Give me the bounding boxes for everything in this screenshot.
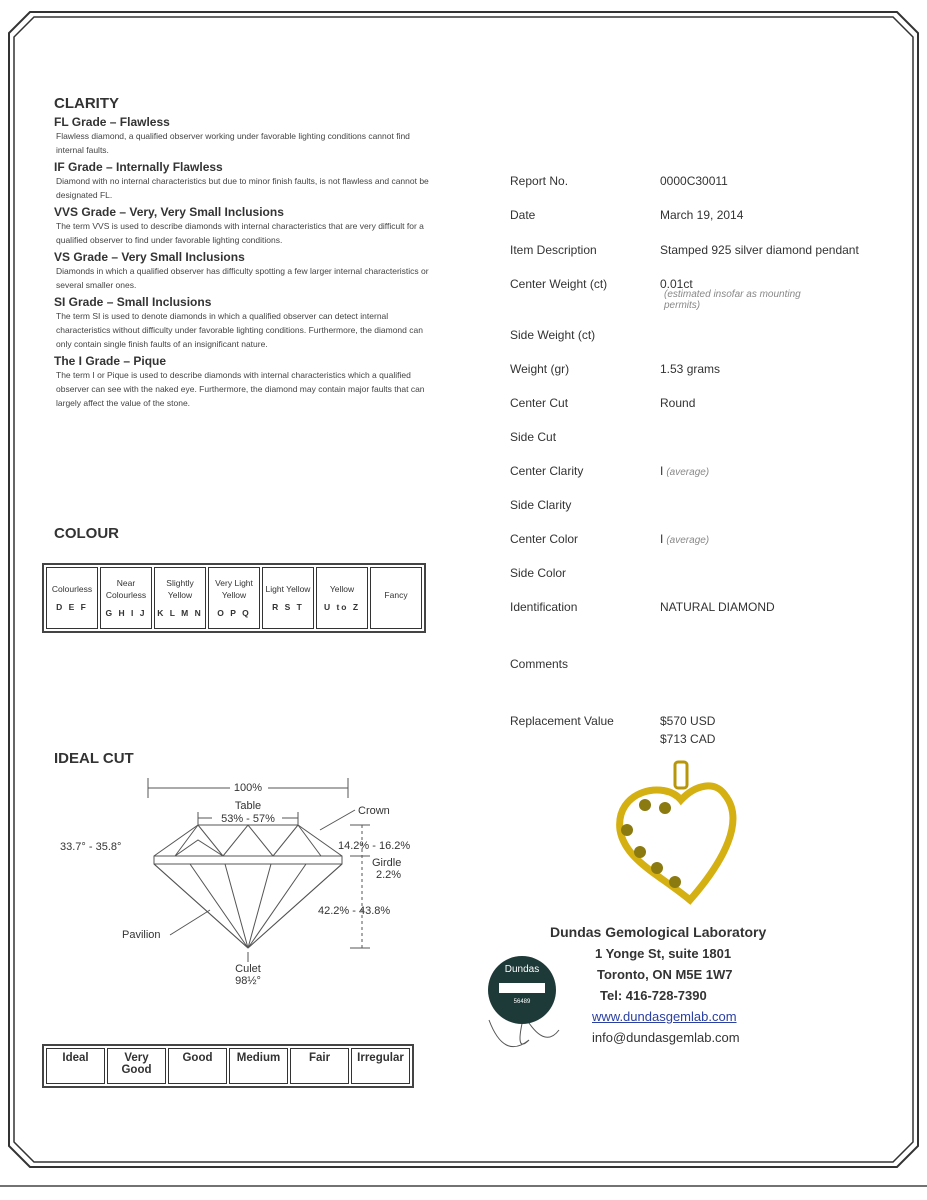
colour-grade-cell (262, 567, 314, 629)
colour-grade-cell (208, 567, 260, 629)
svg-text:56489: 56489 (513, 999, 531, 1005)
crown-label: Crown (358, 805, 390, 817)
clarity-grade-title: The I Grade – Pique (54, 354, 167, 368)
table-range-label: 53% - 57% (221, 813, 275, 825)
cut-grade-cell: Very Good (107, 1048, 166, 1084)
cut-grade-cell: Medium (229, 1048, 288, 1084)
lab-email[interactable]: info@dundasgemlab.com (592, 1030, 740, 1045)
ideal-cut-title: IDEAL CUT (54, 750, 134, 767)
report-value-text: I (660, 464, 664, 478)
colour-grade-cell (100, 567, 152, 629)
clarity-grade-description: The term VVS is used to describe diamonds with internal characteristics that are very difficult for a qualified observer to find under favorable lighting conditions. (56, 221, 424, 245)
report-field-label: Comments (510, 657, 569, 671)
report-value-text: NATURAL DIAMOND (660, 600, 775, 614)
colour-grade-cell (46, 567, 98, 629)
clarity-grade-description: The term I or Pique is used to describe diamonds with internal characteristics which a qualified observer can see with the naked eye. Furthermore, the diamond may contain major faults that can largely affect the value of the stone. (56, 370, 425, 408)
laboratory-info (550, 922, 766, 1048)
crown-angle-label: 33.7° - 35.8° (60, 841, 122, 853)
clarity-grade-title: FL Grade – Flawless (54, 115, 170, 129)
report-field-label: Center Clarity (510, 464, 584, 478)
clarity-grade-description: Diamond with no internal characteristics but due to minor finish faults, is not flawless and cannot be designated FL. (56, 176, 429, 200)
lab-website-link[interactable]: www.dundasgemlab.com (592, 1009, 737, 1024)
report-field-value (660, 396, 695, 410)
report-field-label: Report No. (510, 174, 569, 188)
report-value-text: Stamped 925 silver diamond pendant (660, 243, 859, 257)
clarity-section (54, 95, 434, 410)
report-value-text: $570 USD (660, 714, 716, 728)
culet-pct-label: 98½° (235, 975, 261, 987)
lab-address-1: 1 Yonge St, suite 1801 (595, 946, 732, 961)
colour-grade-name: Slightly Yellow (166, 578, 194, 600)
report-value-note: (average) (666, 535, 710, 546)
cut-grade-cell: Good (168, 1048, 227, 1084)
report-field-label: Center Cut (510, 396, 569, 410)
pavilion-depth-label: 42.2% - 43.8% (318, 905, 391, 917)
clarity-title: CLARITY (54, 95, 119, 112)
report-field-value (660, 532, 709, 546)
report-field-value (660, 714, 715, 746)
report-value-text: 0000C30011 (660, 174, 728, 188)
report-field-value (660, 600, 775, 614)
heart-pendant-image (605, 760, 755, 920)
report-field-value (660, 277, 820, 311)
report-value-note: (average) (666, 467, 710, 478)
colour-grade-cell (154, 567, 206, 629)
colour-grade-cell (316, 567, 368, 629)
cut-grade-cell: Ideal (46, 1048, 105, 1084)
report-value-note: (estimated insofar as mounting permits) (664, 289, 801, 311)
cut-grade-cell: Fair (290, 1048, 349, 1084)
clarity-grade-title: IF Grade – Internally Flawless (54, 160, 223, 174)
colour-grade-letters: R S T (272, 602, 304, 612)
report-field-label: Side Clarity (510, 498, 572, 512)
colour-scale-table (42, 563, 426, 633)
report-field-label: Date (510, 208, 536, 222)
colour-grade-letters: O P Q (217, 608, 251, 618)
colour-grade-name: Colourless (51, 584, 93, 594)
report-field-value (660, 174, 728, 188)
svg-text:Dundas: Dundas (504, 964, 540, 975)
colour-grade-letters: K L M N (157, 608, 203, 618)
clarity-grade-title: VVS Grade – Very, Very Small Inclusions (54, 205, 284, 219)
report-field-label: Item Description (510, 243, 597, 257)
lab-phone: Tel: 416-728-7390 (600, 988, 707, 1003)
clarity-grade-title: SI Grade – Small Inclusions (54, 295, 212, 309)
table-label: Table (234, 800, 262, 812)
colour-grade-name: Yellow (329, 584, 355, 594)
report-field-label: Center Weight (ct) (510, 277, 608, 291)
pavilion-label: Pavilion (122, 929, 161, 941)
report-field-label: Center Color (510, 532, 579, 546)
report-field-label: Weight (gr) (510, 362, 570, 376)
clarity-grade-description: The term SI is used to denote diamonds in which a qualified observer can detect internal characteristics without difficulty under favorable lighting conditions. Furthermore, the diamond can only contain single finish faults of an insignificant nature. (56, 311, 423, 349)
girdle-pct-label: 2.2% (376, 869, 402, 881)
width-label: 100% (233, 782, 263, 794)
diamond-proportions-diagram (50, 770, 430, 990)
report-value-text: 1.53 grams (660, 362, 721, 376)
report-value-secondary: $713 CAD (660, 732, 716, 746)
colour-grade-name: Light Yellow (265, 584, 311, 594)
colour-grade-letters: G H I J (105, 608, 147, 618)
report-field-label: Side Cut (510, 430, 557, 444)
report-field-label: Side Color (510, 566, 567, 580)
report-value-text: Round (660, 396, 696, 410)
clarity-grade-description: Diamonds in which a qualified observer has difficulty spotting a few larger internal characteristics or several smaller ones. (56, 266, 429, 290)
colour-grade-letters: D E F (56, 602, 88, 612)
culet-label: Culet (235, 963, 261, 975)
report-field-value (660, 208, 743, 222)
lab-name: Dundas Gemological Laboratory (550, 924, 767, 940)
report-field-label: Replacement Value (510, 714, 614, 728)
colour-grade-letters: U to Z (323, 602, 361, 612)
colour-grade-name: Near Colourless (105, 578, 147, 600)
report-field-value (660, 243, 859, 257)
crown-height-label: 14.2% - 16.2% (338, 840, 411, 852)
report-value-text: I (660, 532, 664, 546)
report-value-text: 0.01ct (660, 277, 693, 291)
report-field-value (660, 464, 709, 478)
girdle-label: Girdle (372, 857, 402, 869)
report-field-label: Identification (510, 600, 578, 614)
colour-grade-name: Fancy (384, 590, 408, 600)
lab-address-2: Toronto, ON M5E 1W7 (597, 967, 733, 982)
colour-grade-name: Very Light Yellow (215, 578, 253, 600)
cut-grade-table (42, 1044, 414, 1088)
cut-grade-cell: Irregular (351, 1048, 410, 1084)
report-field-label: Side Weight (ct) (510, 328, 596, 342)
clarity-grade-title: VS Grade – Very Small Inclusions (54, 250, 245, 264)
report-value-text: March 19, 2014 (660, 208, 744, 222)
clarity-grade-description: Flawless diamond, a qualified observer working under favorable lighting conditions cannot find internal faults. (56, 131, 410, 155)
colour-title: COLOUR (54, 525, 119, 542)
report-field-value (660, 362, 720, 376)
colour-grade-cell (370, 567, 422, 629)
